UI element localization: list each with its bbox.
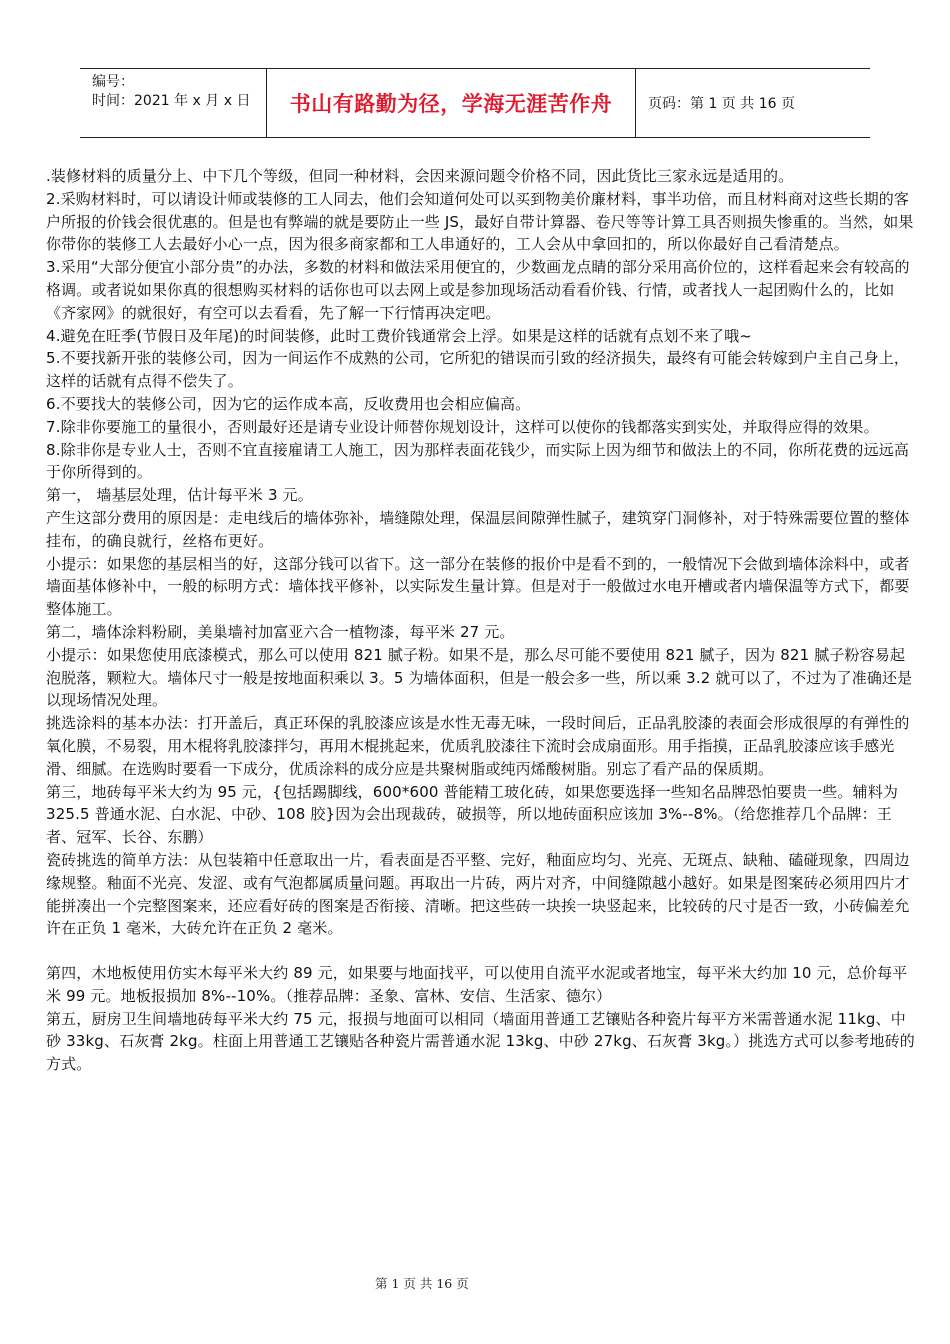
paragraph: 第三，地砖每平米大约为 95 元，{包括踢脚线，600*600 普能精工玻化砖，如果您要选择一些知名品牌恐怕要贵一些。辅料为 325.5 普通水泥、白水泥、中砂、108 胶}因为会出现裁砖，破损等，所以地砖面积应该加 3%--8%。（给您推荐几个品牌：王者、冠军、长谷、东鹏） (46, 782, 899, 847)
paragraph: 7.除非你要施工的量很小，否则最好还是请专业设计师替你规划设计，这样可以使你的钱都落实到实处，并取得应得的效果。 (46, 417, 879, 436)
paragraph: 4.避免在旺季(节假日及年尾)的时间装修，此时工费价钱通常会上浮。如果是这样的话就有点划不来了哦~ (46, 326, 752, 345)
page-header (80, 68, 870, 138)
spacer (46, 940, 916, 962)
page-info: 页码：第 1 页 共 16 页 (648, 96, 795, 112)
page-footer: 第 1 页 共 16 页 (375, 1276, 469, 1291)
paragraph: 小提示：如果您的基层相当的好，这部分钱可以省下。这一部分在装修的报价中是看不到的，一般情况下会做到墙体涂料中，或者墙面基体修补中，一般的标明方式：墙体找平修补，以实际发生量计算。但是对于一般做过水电开槽或者内墙保温等方式下，都要整体施工。 (46, 554, 910, 619)
paragraph: 3.采用“大部分便宜小部分贵”的办法，多数的材料和做法采用便宜的，少数画龙点睛的部分采用高价位的，这样看起来会有较高的格调。或者说如果你真的很想购买材料的话你也可以去网上或是参加现场活动看看价钱、行情，或者找人一起团购什么的，比如《齐家网》的就很好，有空可以去看看，先了解一下行情再决定吧。 (46, 258, 910, 322)
paragraph: 小提示：如果您使用底漆模式，那么可以使用 821 腻子粉。如果不是，那么尽可能不要使用 821 腻子，因为 821 腻子粉容易起泡脱落，颗粒大。墙体尺寸一般是按地面积乘以 3。5 为墙体面积，但是一般会多一些，所以乘 3.2 就可以了，不过为了准确还是以现场情况处理。 (46, 645, 913, 710)
paragraph: 6.不要找大的装修公司，因为它的运作成本高，反收费用也会相应偏高。 (46, 394, 531, 413)
paragraph: 第五，厨房卫生间墙地砖每平米大约 75 元，报损与地面可以相同（墙面用普通工艺镶贴各种瓷片每平方米需普通水泥 11kg、中砂 33kg、石灰膏 2kg。柱面上用普通工艺镶贴各种瓷片需普通水泥 13kg、中砂 27kg、石灰膏 3kg。）挑选方式可以参考地砖的方式。 (46, 1009, 915, 1074)
paragraph: 第二，墙体涂料粉刷，美巢墙衬加富亚六合一植物漆，每平米 27 元。 (46, 622, 515, 641)
paragraph: 瓷砖挑选的简单方法：从包装箱中任意取出一片，看表面是否平整、完好，釉面应均匀、光亮、无斑点、缺釉、磕碰现象，四周边缘规整。釉面不光亮、发涩、或有气泡都属质量问题。再取出一片砖，两片对齐，中间缝隙越小越好。如果是图案砖必须用四片才能拼凑出一个完整图案来，还应看好砖的图案是否衔接、清晰。把这些砖一块挨一块竖起来，比较砖的尺寸是否一致，小砖偏差允许在正负 1 毫米，大砖允许在正负 2 毫米。 (46, 850, 910, 938)
document-body (46, 165, 916, 1076)
paragraph: 8.除非你是专业人士，否则不宜直接雇请工人施工，因为那样表面花钱少，而实际上因为细节和做法上的不同，你所花费的远远高于你所得到的。 (46, 440, 910, 482)
number-label: 编号： (92, 74, 134, 90)
time-label: 时间：2021 年 x 月 x 日 (92, 93, 251, 109)
paragraph: .装修材料的质量分上、中下几个等级，但同一种材料，会因来源问题令价格不同，因此货比三家永远是适用的。 (46, 167, 794, 185)
paragraph: 产生这部分费用的原因是：走电线后的墙体弥补，墙缝隙处理，保温层间隙弹性腻子，建筑穿门洞修补，对于特殊需要位置的整体挂布，的确良就行，丝格布更好。 (46, 508, 910, 550)
paragraph: 2.采购材料时，可以请设计师或装修的工人同去，他们会知道何处可以买到物美价廉材料，事半功倍，而且材料商对这些长期的客户所报的价钱会很优惠的。但是也有弊端的就是要防止一些 JS，最好自带计算器、卷尺等等计算工具否则损失惨重的。当然，如果你带你的装修工人去最好小心一点，因为很多商家都和工人串通好的，工人会从中拿回扣的，所以你最好自己看清楚点。 (46, 189, 914, 254)
paragraph: 5.不要找新开张的装修公司，因为一间运作不成熟的公司，它所犯的错误而引致的经济损失，最终有可能会转嫁到户主自己身上，这样的话就有点得不偿失了。 (46, 349, 910, 391)
motto: 书山有路勤为径，学海无涯苦作舟 (266, 69, 636, 137)
paragraph: 第四，木地板使用仿实木每平米大约 89 元，如果要与地面找平，可以使用自流平水泥或者地宝，每平米大约加 10 元，总价每平米 99 元。地板报损加 8%--10%。（推荐品牌：圣象、富林、安信、生活家、德尔） (46, 964, 908, 1005)
header-meta (80, 69, 266, 137)
paragraph: 挑选涂料的基本办法：打开盖后，真正环保的乳胶漆应该是水性无毒无味，一段时间后，正品乳胶漆的表面会形成很厚的有弹性的氧化膜，不易裂，用木棍将乳胶漆拌匀，再用木棍挑起来，优质乳胶漆往下流时会成扇面形。用手指摸，正品乳胶漆应该手感光滑、细腻。在选购时要看一下成分，优质涂料的成分应是共聚树脂或纯丙烯酸树脂。别忘了看产品的保质期。 (46, 714, 910, 778)
paragraph: 第一， 墙基层处理，估计每平米 3 元。 (46, 486, 313, 505)
